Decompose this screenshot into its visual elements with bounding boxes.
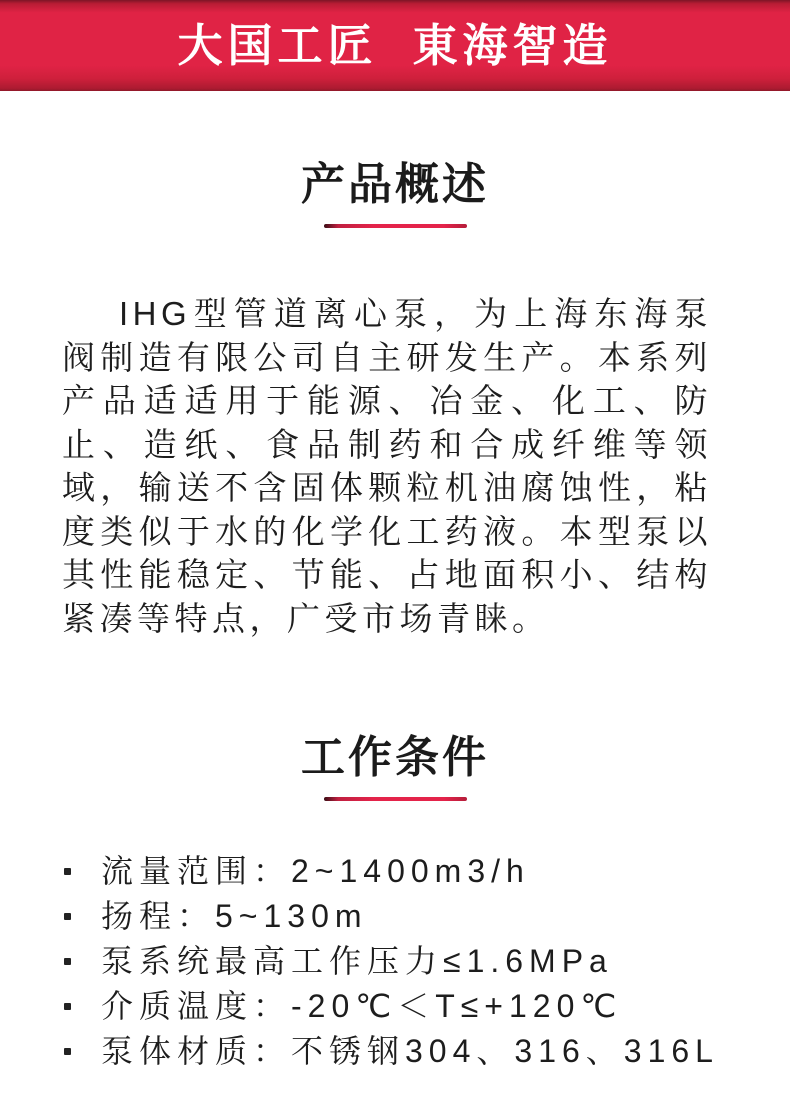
bullet-dot-icon	[64, 913, 71, 920]
list-item	[62, 849, 750, 894]
banner-title: 大国工匠 東海智造	[177, 20, 613, 71]
list-item	[62, 984, 750, 1029]
spec-flow-range: 流量范围：2~1400m3/h	[101, 853, 530, 889]
overview-title-underline	[324, 224, 467, 228]
list-item	[62, 894, 750, 939]
working-conditions-title: 工作条件	[301, 733, 489, 782]
spec-body-material: 泵体材质：不锈钢304、316、316L	[101, 1033, 719, 1069]
list-item	[62, 1029, 750, 1074]
bullet-dot-icon	[64, 1003, 71, 1010]
brand-banner	[0, 0, 790, 91]
list-item	[62, 939, 750, 984]
working-conditions-title-underline	[324, 797, 467, 801]
working-conditions-section	[0, 733, 790, 1074]
bullet-dot-icon	[64, 1048, 71, 1055]
spec-medium-temperature: 介质温度：-20℃＜T≤+120℃	[101, 988, 623, 1024]
working-conditions-list	[62, 849, 750, 1074]
spec-head: 扬程：5~130m	[101, 898, 368, 934]
bullet-dot-icon	[64, 868, 71, 875]
spec-max-pressure: 泵系统最高工作压力≤1.6MPa	[101, 943, 613, 979]
overview-paragraph: IHG型管道离心泵，为上海东海泵阀制造有限公司自主研发生产。本系列产品适适用于能源、冶金、化工、防止、造纸、食品制药和合成纤维等领域，输送不含固体颗粒机油腐蚀性，粘度类似于水的化学化工药液。本型泵以其性能稳定、节能、占地面积小、结构紧凑等特点，广受市场青睐。	[62, 295, 712, 637]
overview-section	[0, 160, 790, 640]
overview-section-title: 产品概述	[301, 160, 489, 209]
bullet-dot-icon	[64, 958, 71, 965]
